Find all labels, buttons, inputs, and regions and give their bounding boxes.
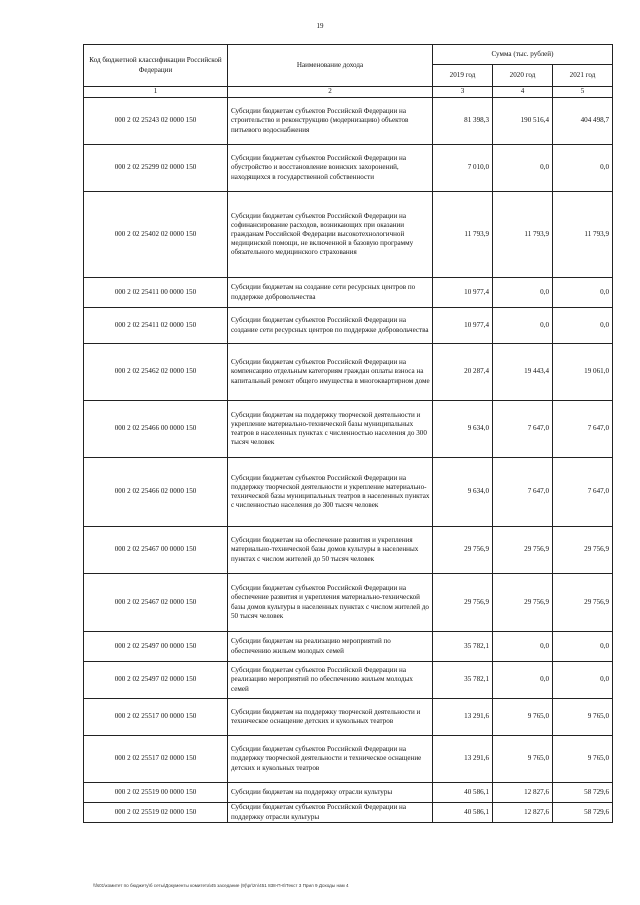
table-row [84,344,613,401]
sum-2021: 9 765,0 [553,736,613,783]
sum-2021: 0,0 [553,662,613,699]
income-table [83,44,613,823]
income-name: Субсидии бюджетам субъектов Российской Федерации на создание сети ресурсных центров по поддержке добровольчества [228,308,433,344]
sum-2021: 58 729,6 [553,783,613,803]
income-name: Субсидии бюджетам субъектов Российской Федерации на поддержку творческой деятельности и техническое оснащение детских и кукольных театров [228,736,433,783]
sum-2020: 29 756,9 [493,527,553,574]
sum-2019: 40 586,1 [433,783,493,803]
sum-2021: 29 756,9 [553,574,613,632]
table-row [84,192,613,278]
income-name: Субсидии бюджетам на поддержку отрасли культуры [228,783,433,803]
sum-2020: 9 765,0 [493,699,553,736]
sum-2019: 10 977,4 [433,308,493,344]
sum-2021: 404 498,7 [553,98,613,145]
table-row [84,803,613,823]
income-name: Субсидии бюджетам субъектов Российской Федерации на обустройство и восстановление воинских захоронений, находящихся в государственной собственности [228,145,433,192]
table-row [84,736,613,783]
table-row [84,699,613,736]
income-name: Субсидии бюджетам субъектов Российской Федерации на обеспечение развития и укрепления материально-технической базы домов культуры в населенных пунктах с числом жителей до 50 тысяч человек [228,574,433,632]
budget-code: 000 2 02 25497 00 0000 150 [84,632,228,662]
income-name: Субсидии бюджетам на реализацию мероприятий по обеспечению жильем молодых семей [228,632,433,662]
sum-2020: 11 793,9 [493,192,553,278]
table-row [84,145,613,192]
budget-code: 000 2 02 25519 02 0000 150 [84,803,228,823]
sum-2019: 40 586,1 [433,803,493,823]
sum-2021: 19 061,0 [553,344,613,401]
budget-code: 000 2 02 25462 02 0000 150 [84,344,228,401]
sum-2021: 11 793,9 [553,192,613,278]
sum-2019: 11 793,9 [433,192,493,278]
table-row [84,401,613,458]
header-name: Наименование дохода [228,45,433,87]
sum-2020: 12 827,6 [493,783,553,803]
header-year-2021: 2021 год [553,65,613,87]
sum-2019: 81 398,3 [433,98,493,145]
budget-code: 000 2 02 25517 00 0000 150 [84,699,228,736]
table-row [84,278,613,308]
sum-2019: 9 634,0 [433,458,493,527]
sum-2019: 10 977,4 [433,278,493,308]
budget-code: 000 2 02 25519 00 0000 150 [84,783,228,803]
budget-code: 000 2 02 25299 02 0000 150 [84,145,228,192]
sum-2019: 13 291,6 [433,699,493,736]
budget-code: 000 2 02 25411 02 0000 150 [84,308,228,344]
sum-2020: 7 647,0 [493,401,553,458]
header-sum: Сумма (тыс. рублей) [433,45,613,65]
income-name: Субсидии бюджетам субъектов Российской Федерации на поддержку отрасли культуры [228,803,433,823]
table-row [84,527,613,574]
sum-2020: 29 756,9 [493,574,553,632]
income-name: Субсидии бюджетам субъектов Российской Федерации на компенсацию отдельным категориям граждан оплаты взноса на капитальный ремонт общего имущества в многоквартирном доме [228,344,433,401]
budget-code: 000 2 02 25402 02 0000 150 [84,192,228,278]
sum-2019: 35 782,1 [433,632,493,662]
sum-2021: 58 729,6 [553,803,613,823]
sum-2020: 12 827,6 [493,803,553,823]
budget-code: 000 2 02 25467 02 0000 150 [84,574,228,632]
sum-2019: 9 634,0 [433,401,493,458]
sum-2020: 190 516,4 [493,98,553,145]
page-number: 19 [316,22,324,30]
budget-code: 000 2 02 25411 00 0000 150 [84,278,228,308]
table-row [84,783,613,803]
col-number: 3 [433,87,493,98]
budget-code: 000 2 02 25517 02 0000 150 [84,736,228,783]
table-row [84,574,613,632]
sum-2020: 0,0 [493,278,553,308]
budget-code: 000 2 02 25466 02 0000 150 [84,458,228,527]
sum-2019: 7 010,0 [433,145,493,192]
sum-2020: 0,0 [493,632,553,662]
income-name: Субсидии бюджетам субъектов Российской Федерации на реализацию мероприятий по обеспечению жильем молодых семей [228,662,433,699]
sum-2019: 35 782,1 [433,662,493,699]
table-row [84,98,613,145]
col-number: 1 [84,87,228,98]
income-name: Субсидии бюджетам на поддержку творческой деятельности и укрепление материально-технической базы муниципальных театров в населенных пунктах с численностью населения до 300 тысяч человек [228,401,433,458]
budget-code: 000 2 02 25497 02 0000 150 [84,662,228,699]
sum-2021: 0,0 [553,278,613,308]
header-year-2020: 2020 год [493,65,553,87]
sum-2021: 0,0 [553,632,613,662]
sum-2020: 9 765,0 [493,736,553,783]
budget-code: 000 2 02 25243 02 0000 150 [84,98,228,145]
table-row [84,632,613,662]
sum-2021: 29 756,9 [553,527,613,574]
header-year-2019: 2019 год [433,65,493,87]
sum-2020: 0,0 [493,308,553,344]
income-name: Субсидии бюджетам на обеспечение развития и укрепления материально-технической базы домов культуры в населенных пунктах с числом жителей до 50 тысяч человек [228,527,433,574]
budget-code: 000 2 02 25466 00 0000 150 [84,401,228,458]
budget-code: 000 2 02 25467 00 0000 150 [84,527,228,574]
col-number: 2 [228,87,433,98]
col-number: 5 [553,87,613,98]
sum-2019: 29 756,9 [433,527,493,574]
income-name: Субсидии бюджетам субъектов Российской Федерации на софинансирование расходов, возникающих при оказании гражданам Российской Федерации высокотехнологичной медицинской помощи, не включенной в базовую программу обязательного медицинского страхования [228,192,433,278]
sum-2020: 0,0 [493,662,553,699]
sum-2021: 0,0 [553,308,613,344]
sum-2019: 29 756,9 [433,574,493,632]
income-name: Субсидии бюджетам субъектов Российской Федерации на строительство и реконструкцию (модернизацию) объектов питьевого водоснабжения [228,98,433,145]
sum-2019: 20 287,4 [433,344,493,401]
sum-2020: 0,0 [493,145,553,192]
income-name: Субсидии бюджетам на создание сети ресурсных центров по поддержке добровольчества [228,278,433,308]
income-name: Субсидии бюджетам на поддержку творческой деятельности и техническое оснащение детских и кукольных театров [228,699,433,736]
table-row [84,458,613,527]
footer-path: \\fs01\комитет по бюджету\б сеты\Документы комитета\45 заседание (9)\pr\zn\451 838-П-6\Текст 3 Прил 9 Доходы нам 4 [93,883,349,888]
table-row [84,308,613,344]
sum-2021: 0,0 [553,145,613,192]
table-row [84,662,613,699]
sum-2020: 19 443,4 [493,344,553,401]
col-number: 4 [493,87,553,98]
sum-2021: 9 765,0 [553,699,613,736]
income-name: Субсидии бюджетам субъектов Российской Федерации на поддержку творческой деятельности и укрепление материально-технической базы муниципальных театров в населенных пунктах с численностью населения до 300 тысяч человек [228,458,433,527]
header-code: Код бюджетной классификации Российской Федерации [84,45,228,87]
sum-2021: 7 647,0 [553,401,613,458]
sum-2021: 7 647,0 [553,458,613,527]
sum-2019: 13 291,6 [433,736,493,783]
sum-2020: 7 647,0 [493,458,553,527]
